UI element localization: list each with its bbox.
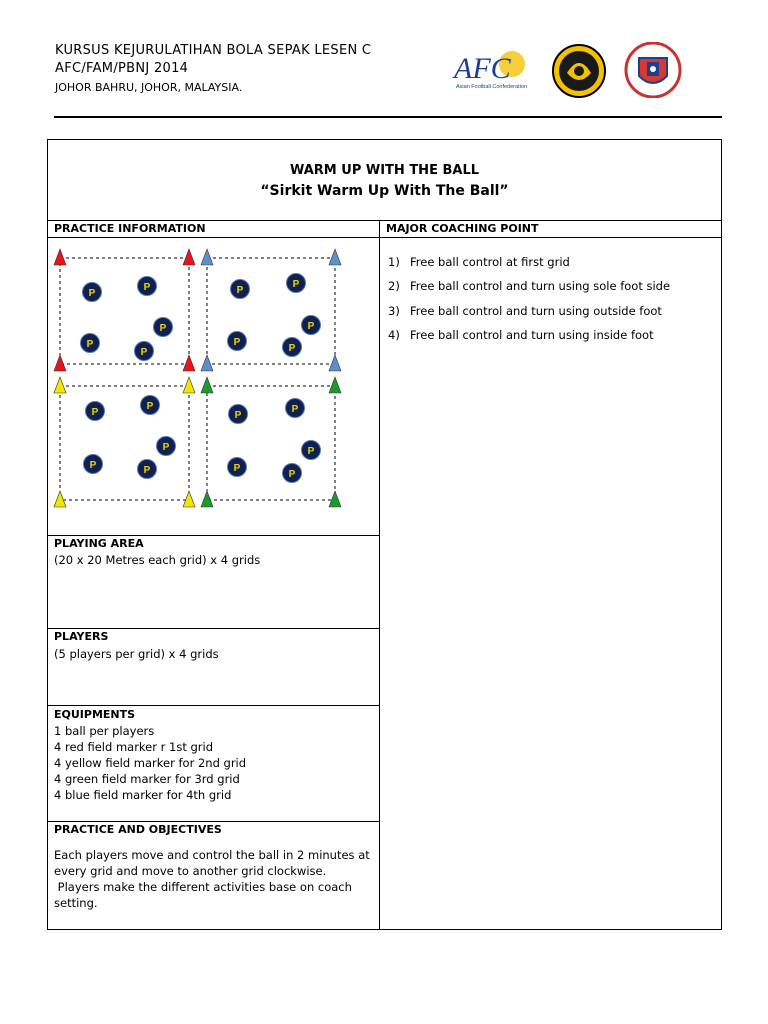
objectives-line: every grid and move to another grid clockwise. xyxy=(54,864,327,878)
player-label: P xyxy=(233,463,241,474)
playing-area-text: (20 x 20 Metres each grid) x 4 grids xyxy=(54,553,261,567)
table-line xyxy=(48,705,379,706)
table-line xyxy=(48,821,379,822)
afc-logo-caption: Asian Football Confederation xyxy=(456,84,527,90)
pbnj-crest-logo xyxy=(622,42,684,98)
grid-boundary xyxy=(60,258,189,364)
coaching-point: 2) Free ball control and turn using sole foot side xyxy=(388,279,671,293)
objectives-line: Each players move and control the ball in 2 minutes at xyxy=(54,848,370,862)
player-label: P xyxy=(236,285,244,296)
cone-marker-icon xyxy=(183,249,195,265)
equipment-item: 1 ball per players xyxy=(54,724,155,738)
equipment-item: 4 blue field marker for 4th grid xyxy=(54,788,232,802)
column-divider xyxy=(379,220,380,930)
cone-marker-icon xyxy=(329,355,341,371)
coaching-point-label: MAJOR COACHING POINT xyxy=(386,222,539,235)
cone-marker-icon xyxy=(54,249,66,265)
coaching-point: 3) Free ball control and turn using outside foot xyxy=(388,304,662,318)
player-label: P xyxy=(162,442,170,453)
players-text: (5 players per grid) x 4 grids xyxy=(54,647,219,661)
cone-marker-icon xyxy=(183,377,195,393)
player-label: P xyxy=(91,407,99,418)
cone-marker-icon xyxy=(54,491,66,507)
cone-marker-icon xyxy=(183,491,195,507)
cone-marker-icon xyxy=(54,377,66,393)
player-label: P xyxy=(146,401,154,412)
objectives-label: PRACTICE AND OBJECTIVES xyxy=(54,823,222,836)
player-label: P xyxy=(307,321,315,332)
player-label: P xyxy=(86,339,94,350)
player-label: P xyxy=(143,282,151,293)
course-location: JOHOR BAHRU, JOHOR, MALAYSIA. xyxy=(55,81,243,94)
cone-marker-icon xyxy=(201,491,213,507)
cone-marker-icon xyxy=(201,355,213,371)
player-label: P xyxy=(159,323,167,334)
objectives-line: Players make the different activities base on coach xyxy=(54,880,352,894)
player-label: P xyxy=(234,410,242,421)
playing-area-label: PLAYING AREA xyxy=(54,537,144,550)
fam-crest-logo xyxy=(551,43,607,99)
equipments-label: EQUIPMENTS xyxy=(54,708,136,721)
player-label: P xyxy=(288,469,296,480)
sheet-subtitle: “Sirkit Warm Up With The Ball” xyxy=(260,183,509,199)
cone-marker-icon xyxy=(329,491,341,507)
players-label: PLAYERS xyxy=(54,630,109,643)
cone-marker-icon xyxy=(183,355,195,371)
coaching-point: 1) Free ball control at first grid xyxy=(388,255,570,269)
player-label: P xyxy=(143,465,151,476)
cone-marker-icon xyxy=(201,249,213,265)
player-label: P xyxy=(140,347,148,358)
cone-marker-icon xyxy=(54,355,66,371)
afc-logo-mark: AFC xyxy=(454,52,511,85)
sheet-title: WARM UP WITH THE BALL xyxy=(289,163,480,178)
table-line xyxy=(48,535,379,536)
coaching-point: 4) Free ball control and turn using inside foot xyxy=(388,328,654,342)
player-label: P xyxy=(292,279,300,290)
table-line xyxy=(48,220,721,221)
practice-information-label: PRACTICE INFORMATION xyxy=(54,222,206,235)
cone-marker-icon xyxy=(201,377,213,393)
equipment-item: 4 yellow field marker for 2nd grid xyxy=(54,756,247,770)
cone-marker-icon xyxy=(329,249,341,265)
player-label: P xyxy=(88,288,96,299)
objectives-line: setting. xyxy=(54,896,98,910)
header-rule xyxy=(54,116,722,118)
afc-logo xyxy=(450,46,532,92)
player-label: P xyxy=(233,337,241,348)
player-label: P xyxy=(288,343,296,354)
player-label: P xyxy=(307,446,315,457)
player-label: P xyxy=(291,404,299,415)
drill-diagram xyxy=(48,238,379,535)
course-title: KURSUS KEJURULATIHAN BOLA SEPAK LESEN C xyxy=(55,43,372,58)
equipment-item: 4 green field marker for 3rd grid xyxy=(54,772,240,786)
player-label: P xyxy=(89,460,97,471)
course-code: AFC/FAM/PBNJ 2014 xyxy=(55,61,189,76)
table-line xyxy=(48,628,379,629)
equipment-item: 4 red field marker r 1st grid xyxy=(54,740,214,754)
cone-marker-icon xyxy=(329,377,341,393)
grid-boundary xyxy=(207,258,335,364)
